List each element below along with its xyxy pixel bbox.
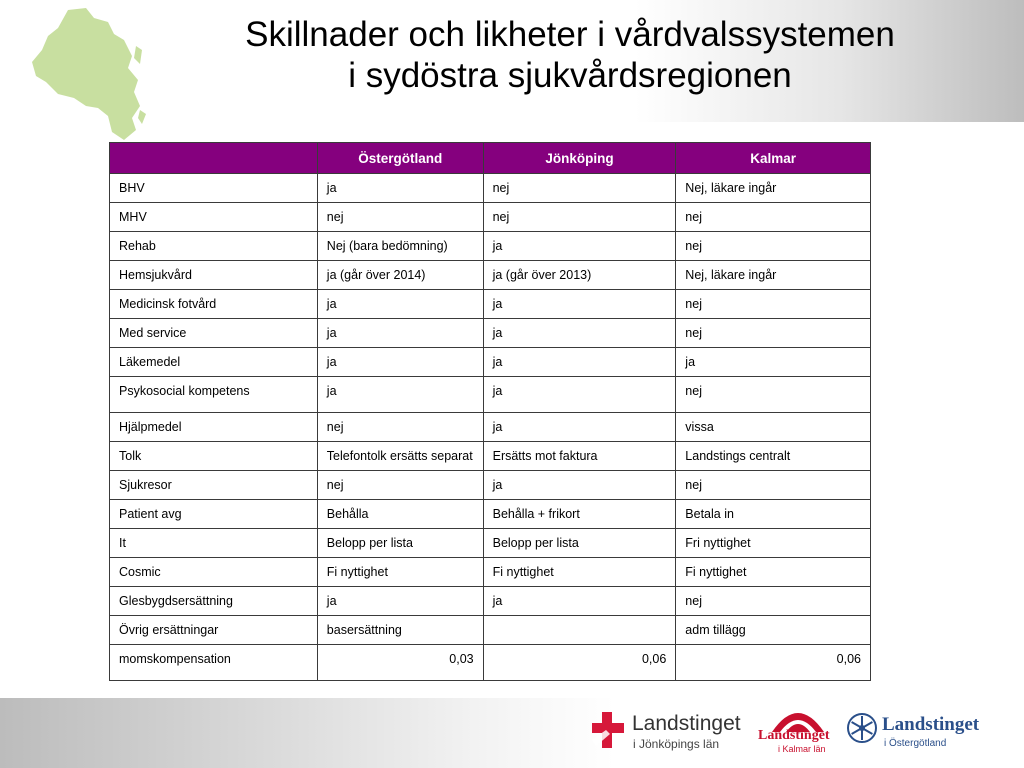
table-row (110, 442, 871, 471)
table-header-row (110, 143, 871, 174)
cell-kalmar: Betala in (676, 500, 871, 529)
cell-kalmar: 0,06 (676, 645, 871, 681)
cell-jonkoping: nej (483, 174, 676, 203)
row-label: momskompensation (110, 645, 318, 681)
cell-ostergotland: ja (317, 377, 483, 413)
page-title (150, 14, 990, 96)
row-label: Med service (110, 319, 318, 348)
cell-jonkoping: ja (483, 587, 676, 616)
cell-ostergotland: ja (317, 319, 483, 348)
cell-ostergotland: Behålla (317, 500, 483, 529)
cell-jonkoping: Fi nyttighet (483, 558, 676, 587)
cell-kalmar: Fri nyttighet (676, 529, 871, 558)
row-label: Hemsjukvård (110, 261, 318, 290)
header-cell-empty (110, 143, 318, 174)
cell-jonkoping: Behålla + frikort (483, 500, 676, 529)
table-row (110, 645, 871, 681)
cell-kalmar: nej (676, 319, 871, 348)
cell-jonkoping: ja (483, 232, 676, 261)
logo-jonkoping-name: Landstinget (632, 712, 741, 735)
cell-kalmar: vissa (676, 413, 871, 442)
row-label: Cosmic (110, 558, 318, 587)
cell-kalmar: nej (676, 232, 871, 261)
row-label: Patient avg (110, 500, 318, 529)
cell-ostergotland: nej (317, 203, 483, 232)
table-row (110, 500, 871, 529)
cell-ostergotland: ja (317, 174, 483, 203)
row-label: Psykosocial kompetens (110, 377, 318, 413)
cell-kalmar: nej (676, 587, 871, 616)
table-row (110, 529, 871, 558)
row-label: Glesbygdsersättning (110, 587, 318, 616)
table-row (110, 232, 871, 261)
cell-jonkoping: Belopp per lista (483, 529, 676, 558)
header-cell-jonkoping: Jönköping (483, 143, 676, 174)
header-cell-kalmar: Kalmar (676, 143, 871, 174)
title-line-2: i sydöstra sjukvårdsregionen (348, 56, 792, 95)
cell-ostergotland: ja (går över 2014) (317, 261, 483, 290)
table-row (110, 471, 871, 500)
table-row (110, 319, 871, 348)
row-label: Tolk (110, 442, 318, 471)
row-label: Övrig ersättningar (110, 616, 318, 645)
table-row (110, 174, 871, 203)
table-row (110, 203, 871, 232)
logo-ostergotland (846, 704, 994, 762)
cell-kalmar: nej (676, 471, 871, 500)
cell-ostergotland: Nej (bara bedömning) (317, 232, 483, 261)
cell-jonkoping: 0,06 (483, 645, 676, 681)
logo-ostergotland-name: Landstinget (882, 714, 980, 735)
cell-kalmar: ja (676, 348, 871, 377)
row-label: Sjukresor (110, 471, 318, 500)
logo-kalmar-sub: i Kalmar län (778, 744, 826, 754)
cell-ostergotland: ja (317, 587, 483, 616)
cell-jonkoping: ja (483, 290, 676, 319)
logo-kalmar-name: Landstinget (758, 728, 830, 743)
region-map-icon (28, 6, 152, 142)
row-label: It (110, 529, 318, 558)
table-row (110, 616, 871, 645)
cell-jonkoping: ja (483, 348, 676, 377)
cell-ostergotland: Belopp per lista (317, 529, 483, 558)
cell-jonkoping: ja (483, 319, 676, 348)
cell-ostergotland: basersättning (317, 616, 483, 645)
cell-jonkoping: Ersätts mot faktura (483, 442, 676, 471)
cell-kalmar: nej (676, 290, 871, 319)
logo-jonkoping-sub: i Jönköpings län (633, 737, 720, 751)
table-row (110, 587, 871, 616)
cell-kalmar: adm tillägg (676, 616, 871, 645)
cell-kalmar: nej (676, 203, 871, 232)
cell-ostergotland: Fi nyttighet (317, 558, 483, 587)
row-label: Rehab (110, 232, 318, 261)
row-label: Läkemedel (110, 348, 318, 377)
row-label: MHV (110, 203, 318, 232)
cell-jonkoping: ja (483, 413, 676, 442)
cell-kalmar: Fi nyttighet (676, 558, 871, 587)
red-cross-icon (590, 710, 626, 750)
cell-ostergotland: 0,03 (317, 645, 483, 681)
cell-ostergotland: Telefontolk ersätts separat (317, 442, 483, 471)
logo-kalmar (758, 704, 838, 762)
logo-jonkoping (590, 704, 750, 762)
snowflake-icon (846, 712, 878, 744)
row-label: Hjälpmedel (110, 413, 318, 442)
title-line-1: Skillnader och likheter i vårdvalssystemen (245, 15, 895, 54)
table-row (110, 348, 871, 377)
cell-kalmar: Landstings centralt (676, 442, 871, 471)
cell-jonkoping: ja (går över 2013) (483, 261, 676, 290)
cell-ostergotland: nej (317, 471, 483, 500)
cell-ostergotland: ja (317, 348, 483, 377)
cell-jonkoping: nej (483, 203, 676, 232)
comparison-table (109, 142, 871, 681)
table-row (110, 558, 871, 587)
cell-kalmar: Nej, läkare ingår (676, 261, 871, 290)
cell-ostergotland: ja (317, 290, 483, 319)
row-label: Medicinsk fotvård (110, 290, 318, 319)
table-row (110, 413, 871, 442)
table-row (110, 261, 871, 290)
table-row (110, 377, 871, 413)
cell-kalmar: Nej, läkare ingår (676, 174, 871, 203)
cell-kalmar: nej (676, 377, 871, 413)
cell-ostergotland: nej (317, 413, 483, 442)
cell-jonkoping (483, 616, 676, 645)
logo-ostergotland-sub: i Östergötland (884, 738, 947, 749)
row-label: BHV (110, 174, 318, 203)
cell-jonkoping: ja (483, 377, 676, 413)
cell-jonkoping: ja (483, 471, 676, 500)
header-cell-ostergotland: Östergötland (317, 143, 483, 174)
table-row (110, 290, 871, 319)
